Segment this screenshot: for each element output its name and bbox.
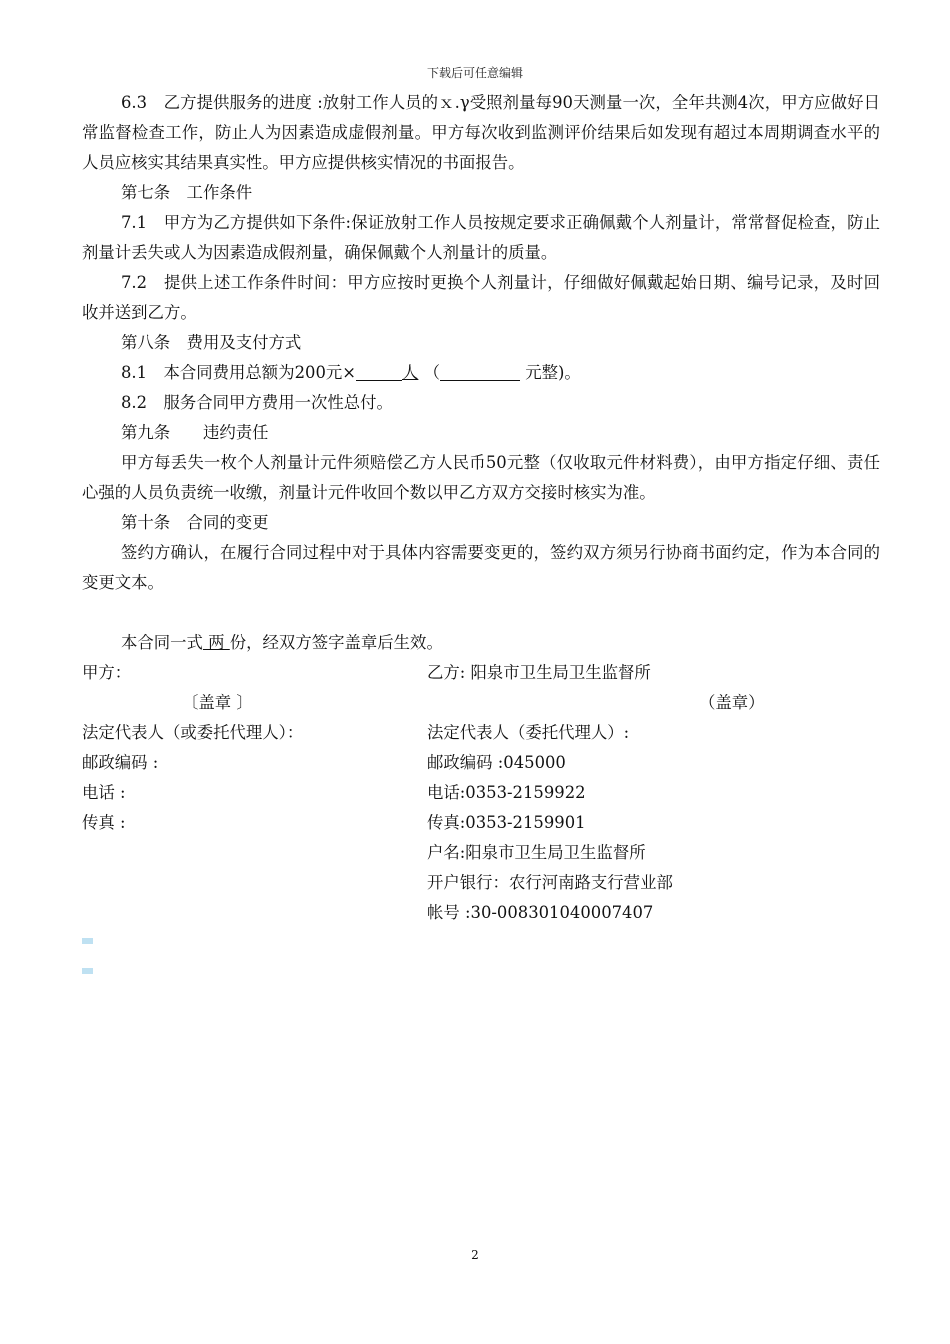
signature-row-postal bbox=[82, 748, 880, 778]
signature-row-fax bbox=[82, 808, 880, 838]
copies-suffix: 份，经双方签字盖章后生效。 bbox=[229, 633, 443, 652]
copies-clause bbox=[82, 628, 880, 658]
signature-row-party bbox=[82, 658, 880, 688]
signature-row-bank bbox=[82, 868, 880, 898]
party-a-empty bbox=[82, 868, 427, 898]
party-b-postal-code: 邮政编码 :045000 bbox=[427, 753, 566, 772]
party-a-seal: 〔盖章 〕 bbox=[182, 693, 253, 712]
article-9-heading: 第九条 违约责任 bbox=[121, 423, 269, 442]
margin-marker bbox=[82, 938, 93, 944]
party-a-phone: 电话 : bbox=[82, 783, 126, 802]
article-10-text: 签约方确认，在履行合同过程中对于具体内容需要变更的，签约双方须另行协商书面约定，作为本合同的变更文本。 bbox=[82, 543, 880, 592]
amount-blank bbox=[440, 361, 520, 381]
party-a-label: 甲方： bbox=[82, 663, 132, 682]
party-a-fax: 传真 : bbox=[82, 813, 126, 832]
party-b-bank: 开户银行：农行河南路支行营业部 bbox=[427, 873, 673, 892]
document-body bbox=[82, 88, 880, 928]
signature-row-account-name bbox=[82, 838, 880, 868]
party-b-account-name: 户名:阳泉市卫生局卫生监督所 bbox=[427, 843, 646, 862]
article-10-heading: 第十条 合同的变更 bbox=[121, 513, 269, 532]
clause-7-1: 7.1 甲方为乙方提供如下条件:保证放射工作人员按规定要求正确佩戴个人剂量计，常常督促检查，防止剂量计丢失或人为因素造成假剂量，确保佩戴个人剂量计的质量。 bbox=[82, 213, 880, 262]
clause-8-1-suffix: 元整)。 bbox=[520, 363, 581, 382]
signature-row-rep bbox=[82, 718, 880, 748]
article-9-text: 甲方每丢失一枚个人剂量计元件须赔偿乙方人民币50元整（仅收取元件材料费），由甲方指定仔细、责任心强的人员负责统一收缴，剂量计元件收回个数以甲乙方双方交接时核实为准。 bbox=[82, 453, 880, 502]
persons-unit: 人 bbox=[402, 363, 419, 382]
clause-6-3: 6.3 乙方提供服务的进度 :放射工作人员的ｘ.γ受照剂量每90天测量一次，全年共测4次，甲方应做好日常监督检查工作，防止人为因素造成虚假剂量。甲方每次收到监测评价结果后如发现有超过本周期调查水平的人员应核实其结果真实性。甲方应提供核实情况的书面报告。 bbox=[82, 93, 880, 172]
party-b-phone: 电话:0353-2159922 bbox=[427, 783, 586, 802]
party-a-representative: 法定代表人（或委托代理人）： bbox=[82, 723, 304, 742]
party-a-empty bbox=[82, 838, 427, 868]
margin-marker bbox=[82, 968, 93, 974]
signature-row-seal bbox=[82, 688, 880, 718]
spacer bbox=[82, 598, 880, 628]
party-a-postal-code: 邮政编码 : bbox=[82, 753, 159, 772]
clause-7-2: 7.2 提供上述工作条件时间：甲方应按时更换个人剂量计，仔细做好佩戴起始日期、编号记录，及时回收并送到乙方。 bbox=[82, 273, 880, 322]
clause-8-1 bbox=[82, 358, 880, 388]
signature-row-phone bbox=[82, 778, 880, 808]
party-b-fax: 传真:0353-2159901 bbox=[427, 813, 586, 832]
page-header: 下载后可任意编辑 bbox=[426, 66, 523, 80]
copies-prefix: 本合同一式 bbox=[121, 633, 203, 652]
clause-8-2: 8.2 服务合同甲方费用一次性总付。 bbox=[121, 393, 393, 412]
article-8-heading: 第八条 费用及支付方式 bbox=[121, 333, 302, 352]
party-a-empty bbox=[82, 898, 427, 928]
signature-row-account-no bbox=[82, 898, 880, 928]
article-7-heading: 第七条 工作条件 bbox=[121, 183, 253, 202]
persons-blank bbox=[356, 361, 402, 381]
paren-open: （ bbox=[423, 363, 440, 382]
party-b-representative: 法定代表人（委托代理人）: bbox=[427, 723, 630, 742]
clause-8-1-prefix: 8.1 本合同费用总额为200元× bbox=[121, 363, 356, 382]
party-b-account-number: 帐号 :30-008301040007407 bbox=[427, 903, 654, 922]
party-b-seal: （盖章） bbox=[699, 693, 765, 712]
party-b-label: 乙方: 阳泉市卫生局卫生监督所 bbox=[427, 663, 651, 682]
page-number: 2 bbox=[471, 1248, 479, 1262]
copies-value: 两 bbox=[202, 633, 230, 652]
